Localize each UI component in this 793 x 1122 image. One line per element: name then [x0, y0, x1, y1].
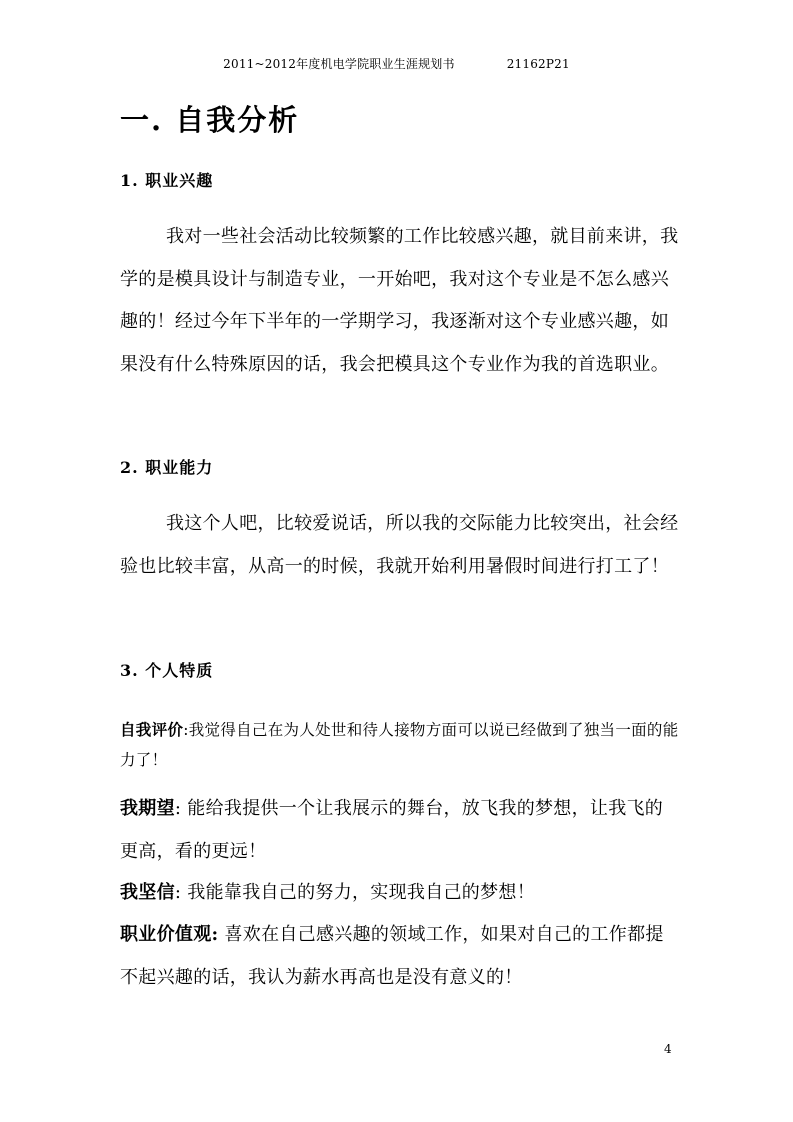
section-heading-traits: 3. 个人特质	[120, 661, 214, 680]
career-values-text: 喜欢在自己感兴趣的领域工作，如果对自己的工作都提不起兴趣的话，我认为薪水再高也是没有意义的！	[120, 924, 664, 988]
section-body-interest: 我对一些社会活动比较频繁的工作比较感兴趣，就目前来讲，我学的是模具设计与制造专业，一开始吧，我对这个专业是不怎么感兴趣的！经过今年下半年的一学期学习，我逐渐对这个专业感兴趣，如果没有什么特殊原因的话，我会把模具这个专业作为我的首选职业。	[120, 226, 679, 375]
header-title: 2011~2012年度机电学院职业生涯规划书	[223, 57, 455, 71]
section-heading-ability: 2. 职业能力	[120, 458, 214, 477]
expectation-label: 我期望	[120, 798, 175, 819]
self-evaluation-label: 自我评价	[120, 720, 184, 739]
career-values-label: 职业价值观:	[120, 924, 219, 945]
career-values	[120, 914, 680, 999]
self-evaluation	[120, 715, 680, 775]
self-evaluation-text: :我觉得自己在为人处世和待人接物方面可以说已经做到了独当一面的能力了！	[120, 721, 679, 769]
section-heading-interest: 1. 职业兴趣	[120, 171, 214, 190]
chapter-title: 一. 自我分析	[120, 103, 300, 137]
belief-text: : 我能靠我自己的努力，实现我自己的梦想！	[174, 882, 535, 903]
section-body-ability: 我这个人吧，比较爱说话，所以我的交际能力比较突出，社会经验也比较丰富，从高一的时候，我就开始利用暑假时间进行打工了！	[120, 513, 679, 577]
page-number: 4	[664, 1042, 672, 1056]
belief-label: 我坚信	[120, 882, 175, 903]
header-code: 21162P21	[506, 57, 570, 71]
expectation	[120, 788, 680, 873]
page-header	[0, 55, 793, 72]
expectation-text: : 能给我提供一个让我展示的舞台，放飞我的梦想，让我飞的更高，看的更远！	[120, 798, 664, 862]
belief	[120, 872, 680, 915]
